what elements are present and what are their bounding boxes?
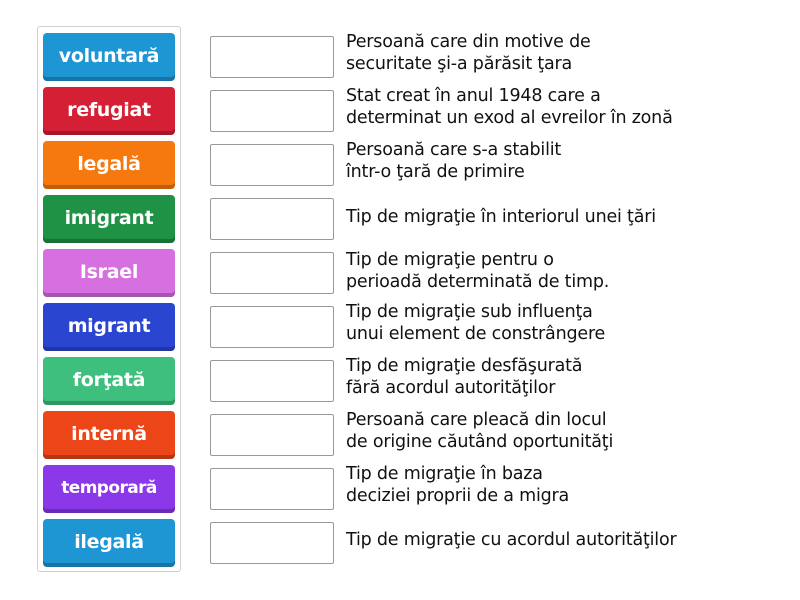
answer-tile[interactable]: imigrant <box>43 195 175 243</box>
answer-tile[interactable]: internă <box>43 411 175 459</box>
drop-slot[interactable] <box>210 414 334 456</box>
drop-slot[interactable] <box>210 360 334 402</box>
description-text: Tip de migraţie desfăşurată fără acordul autorităţilor <box>346 356 583 398</box>
drop-slot[interactable] <box>210 198 334 240</box>
drop-slot[interactable] <box>210 306 334 348</box>
drop-slot[interactable] <box>210 144 334 186</box>
description-text: Tip de migraţie în baza deciziei proprii de a migra <box>346 464 570 506</box>
answer-tile[interactable]: forţată <box>43 357 175 405</box>
description-text: Stat creat în anul 1948 care a determinat un exod al evreilor în zonă <box>346 86 673 128</box>
description-text: Tip de migraţie în interiorul unei ţări <box>346 207 656 227</box>
answer-tile[interactable]: migrant <box>43 303 175 351</box>
drop-slot[interactable] <box>210 252 334 294</box>
answer-tile[interactable]: ilegală <box>43 519 175 567</box>
drop-slot[interactable] <box>210 468 334 510</box>
drop-slot[interactable] <box>210 36 334 78</box>
answer-tile[interactable]: Israel <box>43 249 175 297</box>
answer-tile[interactable]: legală <box>43 141 175 189</box>
description-text: Tip de migraţie cu acordul autorităţilor <box>346 530 677 550</box>
description-text: Tip de migraţie pentru o perioadă determinată de timp. <box>346 250 610 292</box>
description-text: Persoană care din motive de securitate şi-a părăsit ţara <box>346 32 591 74</box>
answer-tile[interactable]: refugiat <box>43 87 175 135</box>
description-text: Persoană care pleacă din locul de origine căutând oportunităţi <box>346 410 614 452</box>
drop-slot[interactable] <box>210 90 334 132</box>
drop-slot[interactable] <box>210 522 334 564</box>
answer-tile[interactable]: voluntară <box>43 33 175 81</box>
description-text: Tip de migraţie sub influenţa unui element de constrângere <box>346 302 606 344</box>
description-text: Persoană care s-a stabilit într-o ţară de primire <box>346 140 562 182</box>
answer-tile[interactable]: temporară <box>43 465 175 513</box>
